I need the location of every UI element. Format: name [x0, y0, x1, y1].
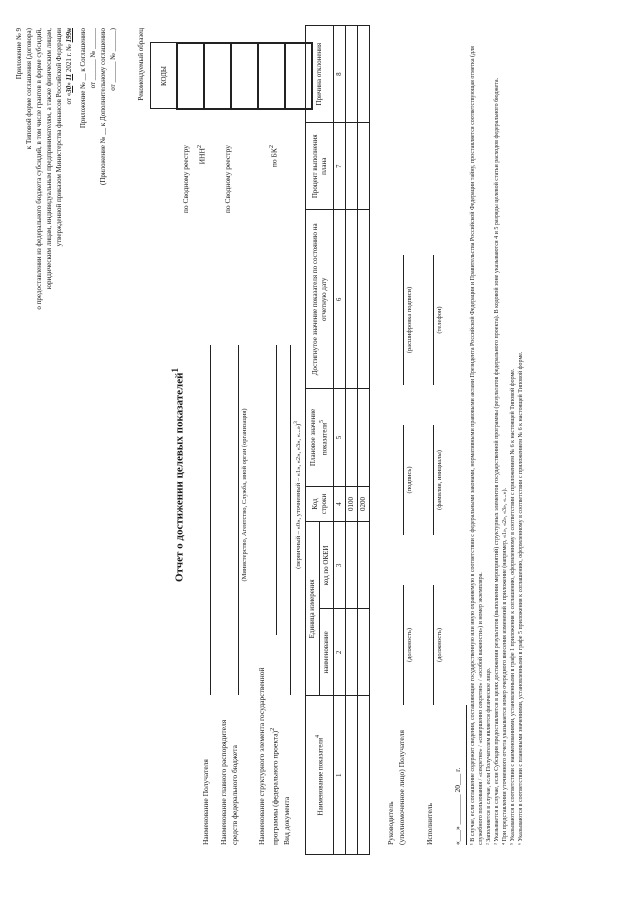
header-line-1: к Типовой форме соглашения (договора): [25, 28, 33, 150]
header-row-code: Код строки: [306, 486, 334, 522]
ministry-note: (Министерство, Агентство, Служба, иной орган (организация): [241, 408, 248, 582]
label-gov-manager: Наименование главного распорядителя средств федерального бюджета: [219, 719, 239, 845]
cell: [358, 696, 370, 855]
cell: [358, 389, 370, 486]
cell: [358, 522, 370, 609]
header-percent: Процент выполнения плана: [306, 123, 334, 210]
label-inn: ИНН$^2$: [196, 145, 207, 165]
cell: [358, 609, 370, 696]
col-number: 3: [334, 522, 346, 609]
code-cell-inn: [204, 43, 231, 109]
header-reason: Причина отклонения: [306, 26, 334, 123]
fio-caption: (фамилия, инициалы): [436, 450, 443, 510]
decoding-caption: (расшифровка подписи): [406, 286, 413, 354]
executor-fio-line: [433, 425, 434, 535]
cell: [346, 522, 358, 609]
cell: [346, 26, 358, 123]
codes-header: КОДЫ: [151, 43, 178, 109]
header-line-3: юридическим лицам, индивидуальным предпринимателям, а также физическим лицам,: [45, 28, 53, 290]
label-recipient: Наименование Получателя: [201, 759, 210, 845]
col-number: 2: [334, 609, 346, 696]
label-structural-element: Наименование структурного элемента государственной программы (федерального проекта)$^2$: [257, 667, 280, 845]
col-number: 6: [334, 210, 346, 389]
row-code-cell: 0100: [346, 486, 358, 522]
header-achieved: Достигнутое значение показателя по состоянию на отчетную дату: [306, 210, 334, 389]
footnotes: [469, 25, 525, 845]
handwritten-month: 11: [65, 73, 73, 81]
cell: [346, 696, 358, 855]
footnote-1: ¹ В случае, если соглашение содержит сведения, составляющие государственную или иную охраняемую в соответствии с федеральными законами, нормативными правовыми актами Президента Российской Федерации и Правительства Российской Федерации тайну, проставляется соответствующая отметка (для служебного пользования / «секретно» / «совершенно секретно» / «особой важности») и номер экземпляра.: [470, 46, 484, 845]
table-row: [346, 26, 358, 855]
label-bk: по $БК^2$: [268, 145, 279, 168]
cell: [346, 123, 358, 210]
signature-date: «___» ________ 20___ г.: [453, 767, 462, 845]
row-code-cell: 0200: [358, 486, 370, 522]
agreement-reference: Приложение № __ к Соглашению от ______ № ______ (Приложение № __ к Дополнительному соглашению от ______ № ______): [79, 28, 117, 185]
recommended-sample-label: Рекомендуемый образец: [137, 28, 145, 101]
label-head: Руководитель (уполномоченное лицо) Получателя: [386, 730, 406, 845]
header-unit-name: наименование: [320, 609, 334, 696]
col-number: 1: [334, 696, 346, 855]
recipient-line: [210, 345, 211, 695]
handwritten-day: 30: [65, 85, 73, 93]
signature-caption: (подпись): [406, 466, 413, 494]
code-cell-svod-reestr: [177, 43, 204, 109]
footnote-3: ³ Указывается в случае, если Субсидия предоставляется в целях достижения результатов (выполнения мероприятий) структурных элементов государственной программы (результатов федерального проекта). В кодовой зоне указываются 4 и 5 разряды целевой статьи расходов федерального бюджета.: [494, 78, 500, 845]
head-decoding-line: [403, 255, 404, 385]
footnote-separator: [466, 705, 467, 845]
position-caption: (должность): [406, 627, 413, 663]
col-number: 4: [334, 486, 346, 522]
indicators-table: [305, 25, 370, 855]
code-cell-svod-reestr-2: [231, 43, 258, 109]
executor-position-line: [433, 585, 434, 705]
col-number: 7: [334, 123, 346, 210]
report-title: Отчет о достижении целевых показателей$^1$: [170, 367, 186, 583]
header-line-5: от «30» 11 2021 г. № 199н: [65, 28, 73, 105]
handwritten-number: 199н: [65, 28, 73, 43]
cell: [346, 609, 358, 696]
label-doc-type: Вид документа: [282, 796, 291, 845]
code-cell-bk: [258, 43, 285, 109]
cell: [358, 26, 370, 123]
footnote-4: ⁴ При представлении уточненного отчета указывается номер очередного внесения изменений в приложение (например, «1», «2», «3», «...»).: [502, 488, 508, 845]
header-unit-okei: код по ОКЕИ: [320, 522, 334, 609]
head-signature-line: [403, 425, 404, 535]
header-line-4: утвержденной приказом Министерства финансов Российской Федерации: [55, 28, 63, 247]
cell: [358, 210, 370, 389]
head-position-line: [403, 585, 404, 705]
footnote-5: ⁵ Указываются в соответствии с наименованиями, установленными в графе 1 приложения к соглашению, оформленному в соответствии с приложением № 6 к настоящей Типовой форме.: [510, 368, 516, 845]
label-svod-reestr: по Сводному реестру: [181, 145, 190, 214]
structural-line: [276, 345, 277, 635]
col-number: 8: [334, 26, 346, 123]
phone-caption: (телефон): [436, 306, 443, 334]
executor-phone-line: [433, 255, 434, 385]
label-svod-reestr-2: по Сводному реестру: [223, 145, 232, 214]
label-executor: Исполнитель: [425, 803, 434, 845]
table-row: [358, 26, 370, 855]
appendix-number: Приложение № 9: [15, 28, 23, 80]
col-number: 5: [334, 389, 346, 486]
position2-caption: (должность): [436, 627, 443, 663]
gov-manager-line: [238, 345, 239, 695]
cell: [346, 210, 358, 389]
header-unit: Единица измерения: [306, 522, 320, 696]
doc-type-line: [290, 345, 291, 695]
codes-box: [150, 42, 313, 110]
column-numbers-row: [334, 26, 346, 855]
appendix-header: [14, 28, 74, 588]
header-line-2: о предоставлении из федерального бюджета субсидий, в том числе грантов в форме субсидий,: [35, 28, 43, 310]
header-plan-value: Плановое значение показателя$^5$: [306, 389, 334, 486]
cell: [358, 123, 370, 210]
footnote-2: ² Заполняется в случае, если Получателем является физическое лицо.: [486, 667, 492, 845]
doc-type-note: (первичный – «0», уточненный – «1», «2», «3», «...»)$^3$: [293, 421, 303, 569]
footnote-6: ⁶ Указываются в соответствии с плановыми значениями, установленными в графе 5 приложения к соглашению, оформленному в соответствии с приложением № 6 к настоящей Типовой форме.: [518, 351, 524, 845]
header-indicator: Наименование показателя$^4$: [306, 696, 334, 855]
cell: [346, 389, 358, 486]
